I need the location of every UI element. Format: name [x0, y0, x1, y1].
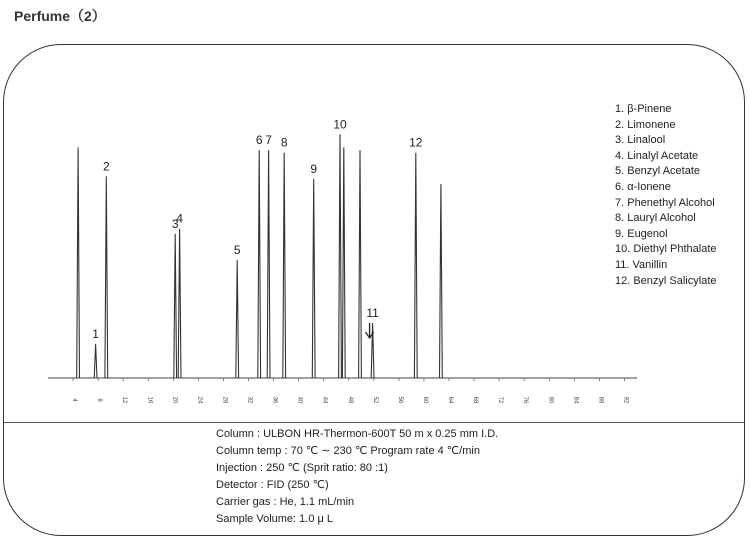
x-tick-label: 76	[522, 396, 529, 404]
chromatogram-peak	[312, 179, 315, 378]
peak-label: 5	[233, 243, 241, 258]
x-tick-layer	[71, 378, 628, 404]
peak-label: 1	[92, 326, 99, 341]
peak-label: 11	[366, 306, 379, 320]
peak-label: 7	[265, 133, 272, 148]
condition-column-temp: Column temp : 70 ℃ ∼ 230 ℃ Program rate 4 ℃/min	[216, 445, 480, 457]
chromatogram-peak	[359, 150, 362, 378]
peak-label: 10	[333, 117, 347, 132]
chromatogram-peak	[236, 260, 239, 378]
legend-item: 2. Limonene	[615, 118, 676, 131]
x-tick-label: 20	[171, 396, 178, 404]
x-tick-label: 80	[547, 396, 554, 404]
chromatogram-peak	[178, 229, 181, 378]
peak-label: 2	[102, 159, 110, 174]
chromatogram-peak	[339, 134, 342, 378]
section-divider	[4, 422, 744, 423]
x-tick-label: 92	[622, 396, 629, 404]
legend-item: 7. Phenethyl Alcohol	[615, 196, 715, 209]
peak-label-layer	[92, 117, 423, 341]
condition-sample-volume: Sample Volume: 1.0 μ L	[216, 513, 334, 525]
x-tick-label: 36	[271, 396, 278, 404]
x-tick-label: 44	[321, 396, 328, 404]
condition-injection: Injection : 250 ℃ (Sprit ratio: 80 :1)	[216, 462, 388, 474]
x-tick-label: 56	[396, 396, 403, 404]
chromatogram-peak	[94, 344, 97, 378]
peak-label: 6	[255, 133, 263, 148]
legend-item: 5. Benzyl Acetate	[615, 165, 700, 178]
chromatogram-peak	[342, 147, 345, 378]
peak-label: 4	[176, 211, 183, 226]
chromatogram-peak	[105, 176, 108, 378]
x-tick-label: 40	[296, 396, 303, 404]
x-tick-label: 72	[497, 396, 504, 404]
legend-item: 12. Benzyl Salicylate	[615, 274, 717, 287]
x-tick-label: 16	[146, 396, 153, 404]
peak-label: 3	[171, 216, 179, 231]
x-tick-label: 28	[221, 396, 228, 404]
x-tick-label: 64	[447, 396, 454, 404]
legend-item: 4. Linalyl Acetate	[615, 149, 699, 162]
legend-item: 10. Diethyl Phthalate	[615, 243, 717, 256]
page-title: Perfume（2）	[14, 8, 106, 24]
legend-item: 6. α-Ionene	[615, 180, 671, 193]
x-tick-label: 4	[71, 398, 78, 402]
condition-carrier-gas: Carrier gas : He, 1.1 mL/min	[216, 496, 355, 508]
analysis-conditions	[216, 426, 498, 528]
x-tick-label: 88	[597, 396, 604, 404]
x-tick-label: 68	[472, 396, 479, 404]
chromatogram-peak	[174, 234, 177, 378]
chromatogram-peak	[440, 184, 443, 378]
chromatogram-peak	[283, 153, 286, 378]
legend-item: 9. Eugenol	[615, 227, 668, 240]
x-tick-label: 32	[246, 396, 253, 404]
chromatogram-peak	[371, 323, 374, 378]
x-tick-label: 52	[371, 396, 378, 404]
chromatogram-peak	[267, 150, 270, 378]
legend-item: 3. Linalool	[615, 134, 666, 147]
chromatogram-peak	[77, 147, 80, 378]
x-tick-label: 48	[346, 396, 353, 404]
legend-item: 1. β-Pinene	[615, 103, 672, 115]
trace-layer	[48, 134, 637, 378]
chromatogram-peak	[258, 150, 261, 378]
chromatogram-peak	[414, 153, 417, 378]
peak-label: 9	[310, 161, 318, 176]
x-tick-label: 84	[572, 396, 579, 404]
legend-item: 11. Vanillin	[615, 258, 668, 271]
peak-label: 12	[409, 135, 423, 150]
condition-detector: Detector : FID (250 ℃)	[216, 479, 329, 491]
x-tick-label: 60	[421, 396, 428, 404]
x-tick-label: 24	[196, 396, 203, 404]
condition-column: Column : ULBON HR-Thermon-600T 50 m x 0.25 mm I.D.	[216, 428, 499, 440]
x-tick-label: 8	[96, 398, 103, 402]
x-tick-label: 12	[121, 396, 128, 404]
compound-legend	[615, 102, 717, 289]
legend-item: 8. Lauryl Alcohol	[615, 212, 696, 225]
peak-label: 8	[280, 135, 288, 150]
